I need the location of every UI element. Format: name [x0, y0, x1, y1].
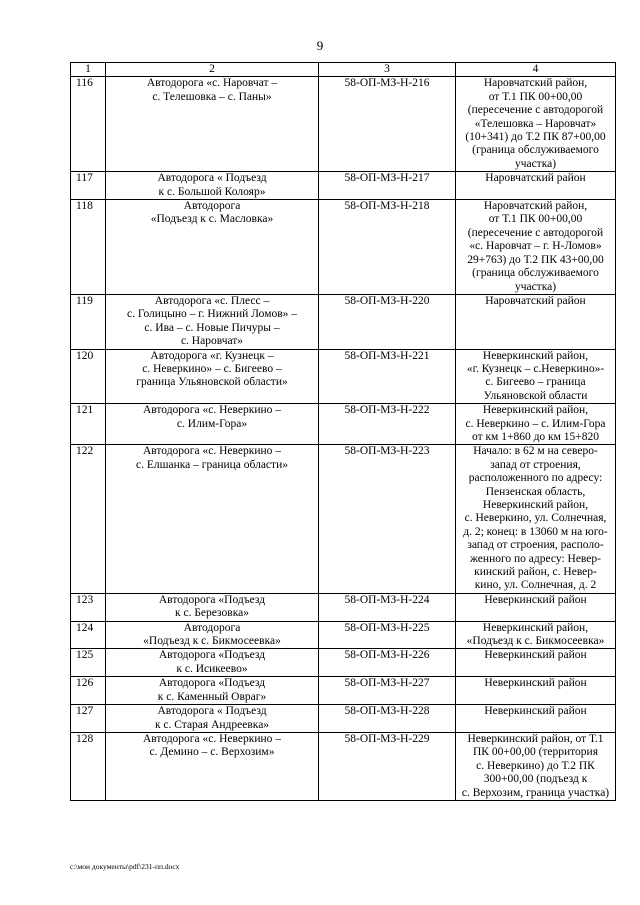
road-location: Наровчатский район: [456, 172, 616, 200]
table-row: [71, 445, 616, 593]
road-code: 58-ОП-МЗ-Н-227: [319, 677, 456, 705]
row-number: 120: [71, 349, 106, 404]
road-location: Неверкинский район, с. Неверкино – с. Илим-Гора от км 1+860 до км 15+820: [456, 404, 616, 445]
road-location: Неверкинский район, от Т.1 ПК 00+00,00 (территория с. Неверкино) до Т.2 ПК 300+00,00 (подъезд к с. Верхозим, граница участка): [456, 732, 616, 800]
row-number: 118: [71, 200, 106, 295]
road-name: Автодорога «Подъезд к с. Каменный Овраг»: [106, 677, 319, 705]
road-name: Автодорога «Подъезд к с. Исикеево»: [106, 649, 319, 677]
road-location: Неверкинский район: [456, 705, 616, 733]
road-code: 58-ОП-МЗ-Н-216: [319, 77, 456, 172]
page-number: 9: [316, 38, 324, 53]
row-number: 127: [71, 705, 106, 733]
road-name: Автодорога «Подъезд к с. Березовка»: [106, 593, 319, 621]
road-location: Начало: в 62 м на северо- запад от строения, расположенного по адресу: Пензенская область, Неверкинский район, с. Неверкино, ул. Солнечная, д. 2; конец: в 13060 м на юго- запад от строения, располо- женного по адресу: Невер- кинский район, с. Невер- кино, ул. Солнечная, д. 2: [456, 445, 616, 593]
road-code: 58-ОП-МЗ-Н-225: [319, 621, 456, 649]
column-header-3: 3: [319, 63, 456, 77]
road-location: Наровчатский район, от Т.1 ПК 00+00,00 (пересечение с автодорогой «Телешовка – Наровчат» (10+341) до Т.2 ПК 87+00,00 (граница обслуживаемого участка): [456, 77, 616, 172]
road-name: Автодорога «с. Неверкино – с. Елшанка – граница области»: [106, 445, 319, 593]
row-number: 124: [71, 621, 106, 649]
road-location: Неверкинский район, «Подъезд к с. Бикмосеевка»: [456, 621, 616, 649]
road-code: 58-ОП-МЗ-Н-220: [319, 294, 456, 349]
road-name: Автодорога «Подъезд к с. Бикмосеевка»: [106, 621, 319, 649]
table-row: [71, 349, 616, 404]
table-row: [71, 404, 616, 445]
table-row: [71, 200, 616, 295]
table-row: [71, 621, 616, 649]
road-code: 58-ОП-МЗ-Н-226: [319, 649, 456, 677]
table-header-row: [71, 63, 616, 77]
row-number: 125: [71, 649, 106, 677]
road-code: 58-ОП-МЗ-Н-221: [319, 349, 456, 404]
table-row: [71, 172, 616, 200]
road-location: Неверкинский район: [456, 677, 616, 705]
road-location: Неверкинский район: [456, 593, 616, 621]
column-header-1: 1: [71, 63, 106, 77]
row-number: 121: [71, 404, 106, 445]
road-code: 58-ОП-МЗ-Н-224: [319, 593, 456, 621]
road-name: Автодорога «Подъезд к с. Масловка»: [106, 200, 319, 295]
column-header-2: 2: [106, 63, 319, 77]
column-header-4: 4: [456, 63, 616, 77]
table-row: [71, 649, 616, 677]
road-code: 58-ОП-МЗ-Н-229: [319, 732, 456, 800]
row-number: 117: [71, 172, 106, 200]
road-name: Автодорога « Подъезд к с. Старая Андреевка»: [106, 705, 319, 733]
roads-table: [70, 62, 616, 801]
table-row: [71, 593, 616, 621]
road-name: Автодорога « Подъезд к с. Большой Колояр»: [106, 172, 319, 200]
road-location: Наровчатский район, от Т.1 ПК 00+00,00 (пересечение с автодорогой «с. Наровчат – г. Н-Ломов» 29+763) до Т.2 ПК 43+00,00 (граница обслуживаемого участка): [456, 200, 616, 295]
table-row: [71, 677, 616, 705]
file-path-footer: c:\мои документы\pdf\231-пп.docx: [70, 862, 180, 871]
road-name: Автодорога «с. Неверкино – с. Илим-Гора»: [106, 404, 319, 445]
road-name: Автодорога «с. Неверкино – с. Демино – с. Верхозим»: [106, 732, 319, 800]
road-code: 58-ОП-МЗ-Н-222: [319, 404, 456, 445]
road-location: Неверкинский район: [456, 649, 616, 677]
road-name: Автодорога «с. Наровчат – с. Телешовка – с. Паны»: [106, 77, 319, 172]
road-code: 58-ОП-МЗ-Н-217: [319, 172, 456, 200]
road-location: Неверкинский район, «г. Кузнецк – с.Неверкино»- с. Бигеево – граница Ульяновской области: [456, 349, 616, 404]
table-row: [71, 705, 616, 733]
row-number: 126: [71, 677, 106, 705]
table-row: [71, 294, 616, 349]
row-number: 123: [71, 593, 106, 621]
road-name: Автодорога «с. Плесс – с. Голицыно – г. Нижний Ломов» – с. Ива – с. Новые Пичуры – с. Наровчат»: [106, 294, 319, 349]
row-number: 122: [71, 445, 106, 593]
road-code: 58-ОП-МЗ-Н-223: [319, 445, 456, 593]
road-code: 58-ОП-МЗ-Н-218: [319, 200, 456, 295]
row-number: 116: [71, 77, 106, 172]
row-number: 119: [71, 294, 106, 349]
road-code: 58-ОП-МЗ-Н-228: [319, 705, 456, 733]
table-row: [71, 77, 616, 172]
table-row: [71, 732, 616, 800]
row-number: 128: [71, 732, 106, 800]
road-location: Наровчатский район: [456, 294, 616, 349]
road-name: Автодорога «г. Кузнецк – с. Неверкино» – с. Бигеево – граница Ульяновской области»: [106, 349, 319, 404]
